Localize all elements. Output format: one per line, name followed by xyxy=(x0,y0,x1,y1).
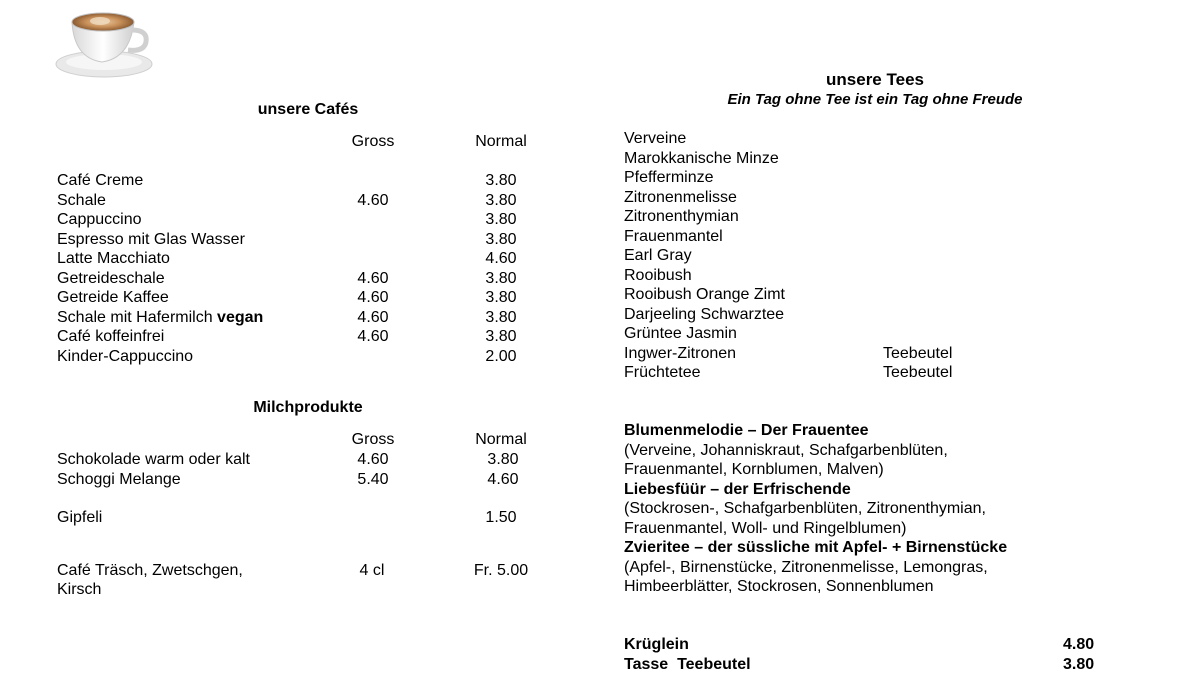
blend-description-line: (Stockrosen-, Schafgarbenblüten, Zitronenthymian, xyxy=(624,500,986,517)
cafe-item-normal-price: 2.00 xyxy=(485,347,517,365)
milk-item-name: Schokolade warm oder kalt xyxy=(57,451,250,468)
blend-title: Liebesfüür – der Erfrischende xyxy=(624,480,851,498)
tea-item-name: Pfefferminze xyxy=(624,169,714,186)
cafe-item-normal-price: 3.80 xyxy=(485,230,517,248)
cafe-item-normal-price: 4.60 xyxy=(485,250,517,267)
cafe-item-large-price: 4.60 xyxy=(357,308,389,326)
blend-description-line: Frauenmantel, Woll- und Ringelblumen) xyxy=(624,519,907,537)
tea-item-name: Earl Gray xyxy=(624,247,692,264)
cafe-item-large-price: 4.60 xyxy=(357,328,389,345)
tea-item-name: Rooibush Orange Zimt xyxy=(624,286,785,303)
tea-item-note: Teebeutel xyxy=(883,344,953,362)
cafe-item-name xyxy=(57,230,245,250)
milk-item-large-price: 4.60 xyxy=(357,451,389,468)
cafe-item-name xyxy=(57,347,193,367)
milk-title: Milchprodukte xyxy=(253,399,363,416)
cafe-item-name xyxy=(57,269,165,289)
cafe-item-label: Café Creme xyxy=(57,172,144,189)
tea-price-value: 4.80 xyxy=(1063,636,1095,653)
tea-item-name: Früchtetee xyxy=(624,364,701,381)
tea-item-name: Zitronenthymian xyxy=(624,208,739,225)
cafe-item-label: Cappuccino xyxy=(57,211,142,228)
cafe-item-normal-price: 3.80 xyxy=(485,269,517,287)
cafe-item-normal-price: 3.80 xyxy=(485,172,517,189)
traesch-price: Fr. 5.00 xyxy=(473,562,529,579)
cafe-item-label: Getreideschale xyxy=(57,269,165,287)
cafe-item-label: Getreide Kaffee xyxy=(57,289,169,306)
tea-item-name: Frauenmantel xyxy=(624,227,723,245)
cafe-item-name xyxy=(57,288,169,308)
blend-description-line: (Apfel-, Birnenstücke, Zitronenmelisse, Lemongras, xyxy=(624,558,988,576)
tea-item-note: Teebeutel xyxy=(883,364,953,381)
cafes-col-large: Gross xyxy=(351,133,395,150)
cafe-item-name xyxy=(57,210,142,230)
cafe-item-vegan-tag: vegan xyxy=(217,308,264,326)
cafe-item-name xyxy=(57,308,263,328)
traesch-line1: Café Träsch, Zwetschgen, xyxy=(57,562,243,579)
cafe-item-normal-price: 3.80 xyxy=(485,328,517,345)
traesch-line2: Kirsch xyxy=(57,581,102,598)
traesch-size: 4 cl xyxy=(359,562,385,579)
gipfeli-price: 1.50 xyxy=(485,509,517,526)
tea-item-name: Zitronenmelisse xyxy=(624,188,737,206)
cafe-item-label: Kinder-Cappuccino xyxy=(57,347,194,365)
milk-col-large: Gross xyxy=(351,431,395,448)
tea-item-name: Marokkanische Minze xyxy=(624,149,779,167)
milk-item-name: Schoggi Melange xyxy=(57,470,181,488)
cafe-item-label: Café koffeinfrei xyxy=(57,328,165,345)
teas-subtitle: Ein Tag ohne Tee ist ein Tag ohne Freude xyxy=(727,91,1023,108)
gipfeli-name: Gipfeli xyxy=(57,509,103,526)
cafe-item-name xyxy=(57,171,143,191)
cafe-item-name xyxy=(57,249,170,269)
cafe-item-label: Latte Macchiato xyxy=(57,250,170,267)
cafes-title: unsere Cafés xyxy=(257,101,359,118)
tea-price-value: 3.80 xyxy=(1063,655,1095,673)
tea-item-name: Grüntee Jasmin xyxy=(624,325,737,342)
milk-item-normal-price: 4.60 xyxy=(487,470,519,488)
cafe-item-label: Espresso mit Glas Wasser xyxy=(57,230,245,248)
coffee-cup-icon xyxy=(52,6,158,82)
cafe-item-label: Schale mit Hafermilch xyxy=(57,308,218,326)
blend-title: Blumenmelodie – Der Frauentee xyxy=(624,422,869,439)
milk-item-large-price: 5.40 xyxy=(357,470,389,488)
blend-description-line: Himbeerblätter, Stockrosen, Sonnenblumen xyxy=(624,578,934,595)
cafe-item-label: Schale xyxy=(57,191,106,209)
tea-item-name: Darjeeling Schwarztee xyxy=(624,305,785,323)
tea-price-label: Krüglein xyxy=(624,636,689,653)
cafe-item-name xyxy=(57,327,164,347)
tea-item-name: Verveine xyxy=(624,130,687,147)
teas-title: unsere Tees xyxy=(826,70,924,89)
tea-item-name: Rooibush xyxy=(624,266,692,284)
blend-description-line: Frauenmantel, Kornblumen, Malven) xyxy=(624,461,884,478)
blend-title: Zvieritee – der süssliche mit Apfel- + Birnenstücke xyxy=(624,539,1008,556)
cafe-item-normal-price: 3.80 xyxy=(485,289,517,306)
cafe-item-normal-price: 3.80 xyxy=(485,211,517,228)
milk-col-normal: Normal xyxy=(475,431,527,448)
cafe-item-name xyxy=(57,191,106,211)
cafe-item-large-price: 4.60 xyxy=(357,269,389,287)
tea-item-name: Ingwer-Zitronen xyxy=(624,344,737,362)
cafe-item-large-price: 4.60 xyxy=(357,289,389,306)
milk-item-normal-price: 3.80 xyxy=(487,451,519,468)
cafe-item-normal-price: 3.80 xyxy=(485,191,517,209)
cafe-item-normal-price: 3.80 xyxy=(485,308,517,326)
cafe-item-large-price: 4.60 xyxy=(357,191,389,209)
blend-description-line: (Verveine, Johanniskraut, Schafgarbenblüten, xyxy=(624,441,948,459)
cafes-col-normal: Normal xyxy=(475,133,527,150)
tea-price-label: Tasse Teebeutel xyxy=(624,655,751,673)
